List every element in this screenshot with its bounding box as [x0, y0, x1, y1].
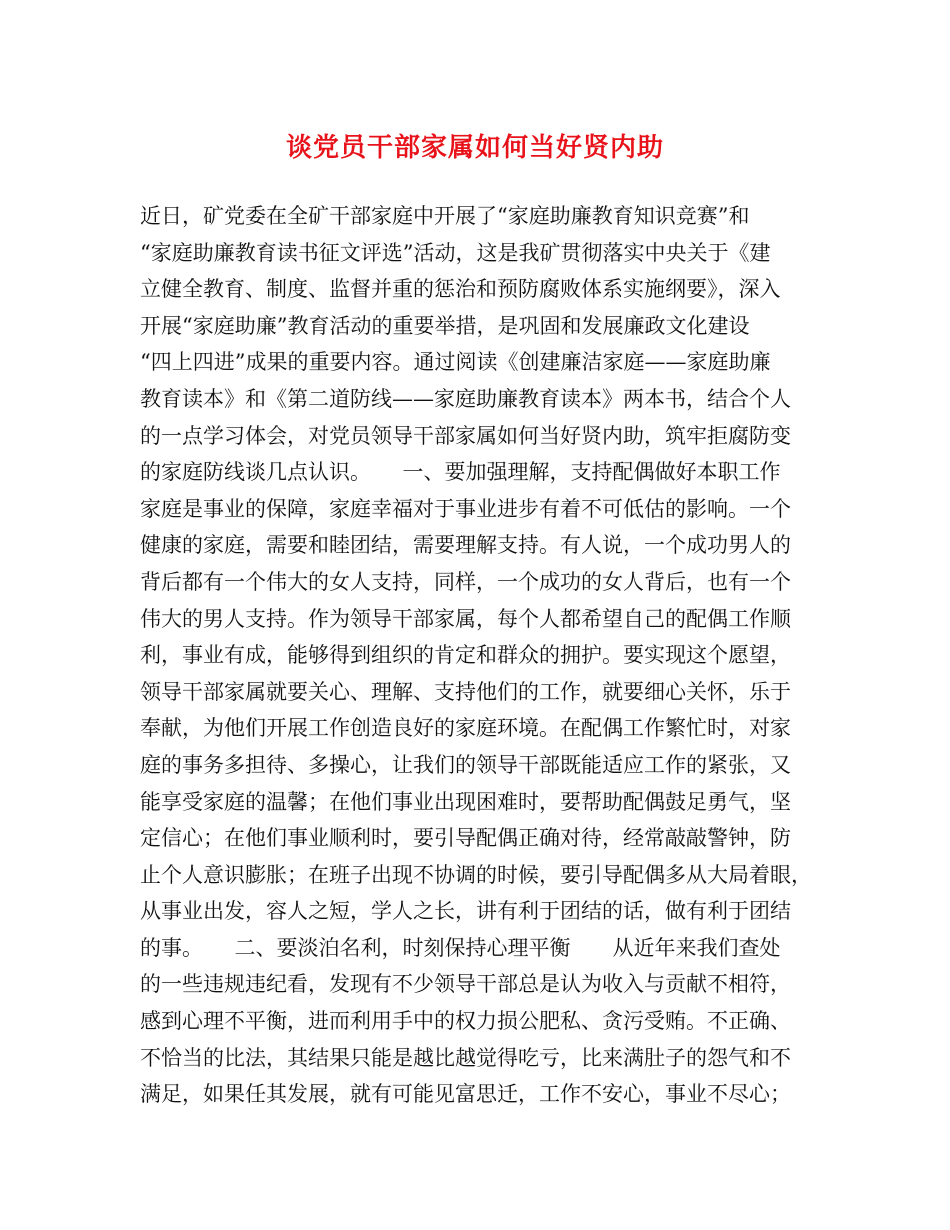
body-line: 从事业出发，容人之短，学人之长，讲有利于团结的话，做有利于团结 [140, 899, 791, 924]
body-line: 伟大的男人支持。作为领导干部家属，每个人都希望自己的配偶工作顺 [140, 606, 791, 631]
body-line: 满足，如果任其发展，就有可能见富思迁，工作不安心，事业不尽心； [140, 1082, 791, 1107]
body-line: 能享受家庭的温馨；在他们事业出现困难时，要帮助配偶鼓足勇气，坚 [140, 789, 791, 814]
body-line: 的事。 二、要淡泊名利，时刻保持心理平衡 从近年来我们查处 [140, 935, 781, 960]
body-line: “家庭助廉教育读书征文评选”活动，这是我矿贯彻落实中央关于《建 [140, 240, 771, 265]
body-line: 健康的家庭，需要和睦团结，需要理解支持。有人说，一个成功男人的 [140, 533, 791, 558]
body-line: 开展“家庭助廉”教育活动的重要举措，是巩固和发展廉政文化建设 [140, 313, 750, 338]
body-line: 不恰当的比法，其结果只能是越比越觉得吃亏，比来满肚子的怨气和不 [140, 1045, 791, 1070]
body-line: 的一点学习体会，对党员领导干部家属如何当好贤内助，筑牢拒腐防变 [140, 423, 791, 448]
body-line: 止个人意识膨胀；在班子出现不协调的时候，要引导配偶多从大局着眼， [140, 862, 812, 887]
body-line: 感到心理不平衡，进而利用手中的权力损公肥私、贪污受贿。不正确、 [140, 1009, 791, 1034]
body-line: 背后都有一个伟大的女人支持，同样，一个成功的女人背后，也有一个 [140, 569, 791, 594]
document-title: 谈党员干部家属如何当好贤内助 [285, 133, 664, 163]
body-line: “四上四进”成果的重要内容。通过阅读《创建廉洁家庭——家庭助廉 [140, 350, 771, 375]
body-line: 的家庭防线谈几点认识。 一、要加强理解，支持配偶做好本职工作 [140, 460, 781, 485]
body-line: 庭的事务多担待、多操心，让我们的领导干部既能适应工作的紧张，又 [140, 752, 791, 777]
body-line: 的一些违规违纪看，发现有不少领导干部总是认为收入与贡献不相符， [140, 972, 791, 997]
body-line: 立健全教育、制度、监督并重的惩治和预防腐败体系实施纲要》，深入 [140, 277, 781, 302]
body-line: 奉献，为他们开展工作创造良好的家庭环境。在配偶工作繁忙时，对家 [140, 716, 791, 741]
body-line: 家庭是事业的保障，家庭幸福对于事业进步有着不可低估的影响。一个 [140, 496, 791, 521]
body-line: 教育读本》和《第二道防线——家庭助廉教育读本》两本书，结合个人 [140, 386, 791, 411]
body-line: 利，事业有成，能够得到组织的肯定和群众的拥护。要实现这个愿望， [140, 643, 791, 668]
document-body [140, 198, 830, 1113]
body-line: 定信心；在他们事业顺利时，要引导配偶正确对待，经常敲敲警钟，防 [140, 826, 791, 851]
body-line: 近日，矿党委在全矿干部家庭中开展了“家庭助廉教育知识竞赛”和 [140, 204, 750, 228]
body-line: 领导干部家属就要关心、理解、支持他们的工作，就要细心关怀，乐于 [140, 679, 791, 704]
